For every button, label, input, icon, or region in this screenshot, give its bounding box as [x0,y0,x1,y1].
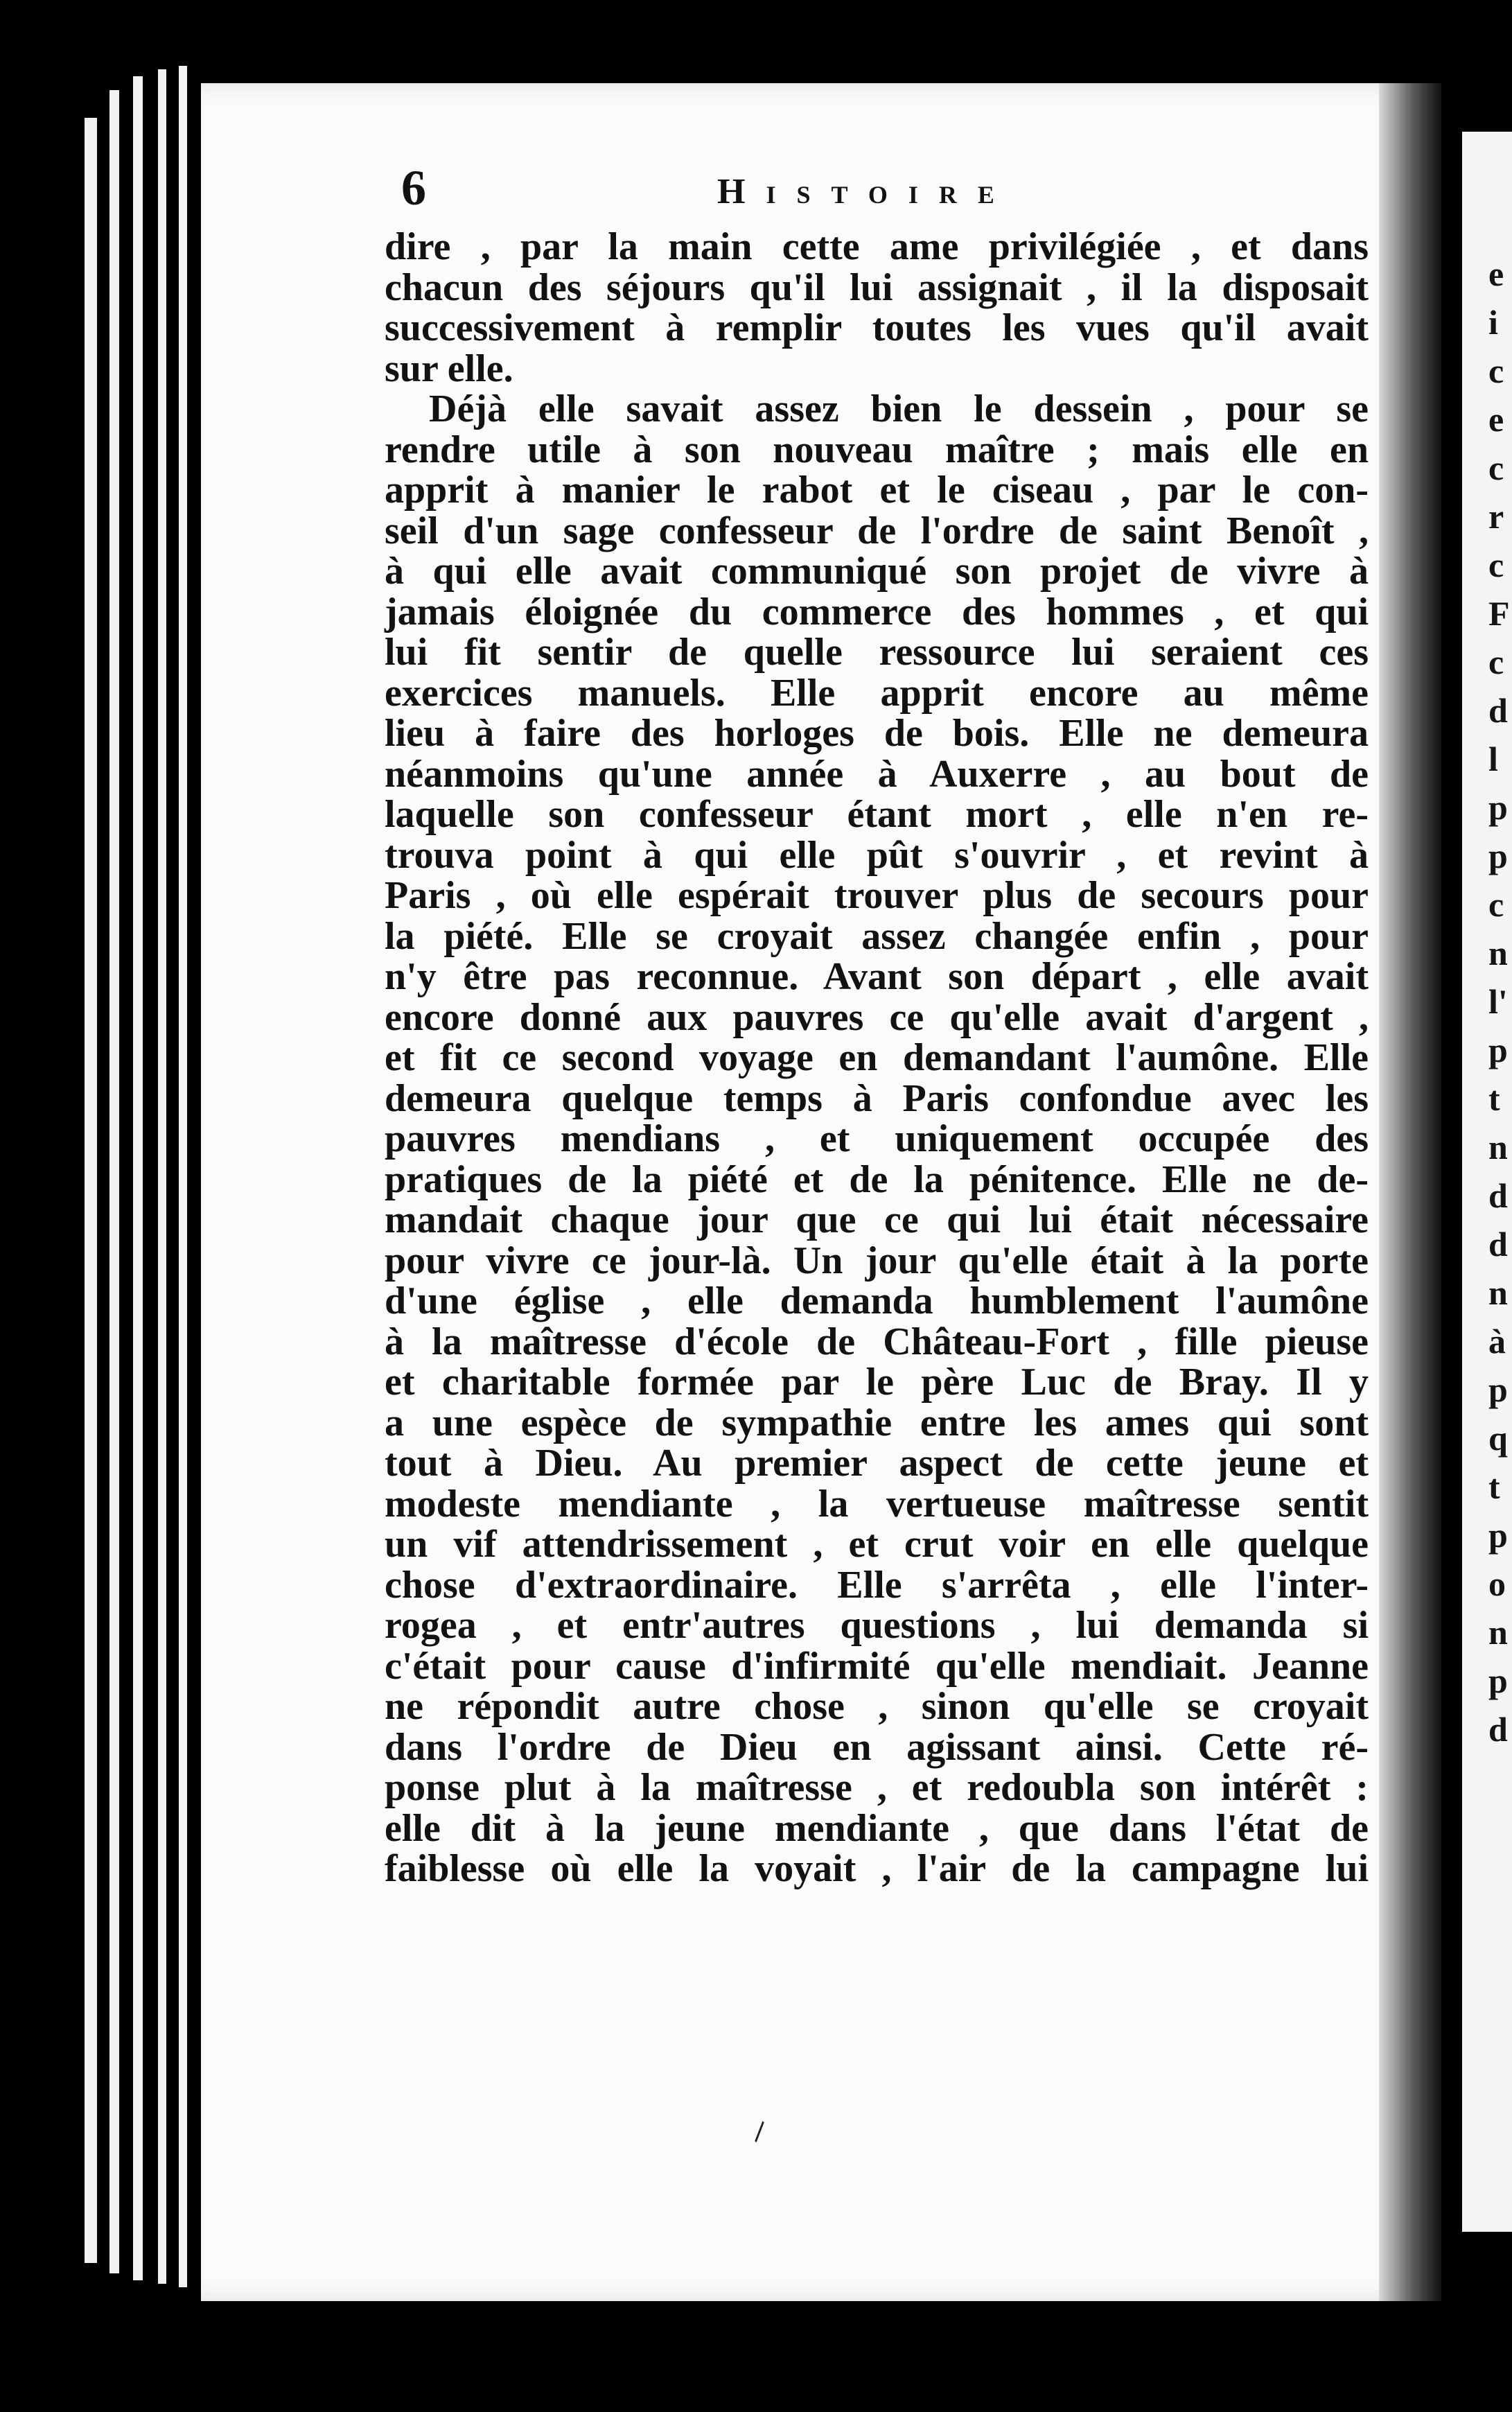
text-line: un vif attendrissement , et crut voir en elle quelque [385,1523,1369,1566]
text-line: pratiques de la piété et de la pénitence. Elle ne de- [385,1157,1369,1201]
text-line: c'était pour cause d'infirmité qu'elle mendiait. Jeanne [385,1644,1369,1688]
facing-page-fragment: p [1488,788,1508,827]
text-line: rogea , et entr'autres questions , lui demanda si [385,1604,1369,1647]
facing-page-fragment: d [1488,1176,1508,1215]
facing-page-fragment: n [1488,934,1508,972]
facing-page-fragment: l' [1488,982,1508,1021]
text-line: jamais éloignée du commerce des hommes , et qui [385,590,1369,633]
text-line: dire , par la main cette ame privilégiée , et dans [385,225,1369,268]
facing-page-fragment: à [1488,1322,1506,1361]
facing-page-fragment: i [1488,303,1498,342]
facing-page-fragment: d [1488,1225,1508,1264]
facing-page-fragment: t [1488,1079,1500,1118]
text-line: Déjà elle savait assez bien le dessein , pour se [429,387,1369,430]
facing-page-fragment: F [1488,594,1510,633]
page-edge [109,90,119,2273]
facing-page-fragment: p [1488,1661,1508,1700]
text-line: successivement à remplir toutes les vues qu'il avait [385,306,1369,349]
facing-page-fragment: o [1488,1564,1506,1603]
text-line: pour vivre ce jour-là. Un jour qu'elle était à la porte [385,1239,1369,1282]
text-line: demeura quelque temps à Paris confondue avec les [385,1076,1369,1120]
text-block [385,160,1369,1890]
page-edge [158,69,166,2284]
facing-page-fragment: d [1488,691,1508,730]
text-line: Paris , où elle espérait trouver plus de secours pour [385,874,1369,917]
text-line: à qui elle avait communiqué son projet de vivre à [385,550,1369,593]
text-line: néanmoins qu'une année à Auxerre , au bout de [385,752,1369,796]
text-line: ponse plut à la maîtresse , et redoubla son intérêt : [385,1766,1369,1809]
text-line: rendre utile à son nouveau maître ; mais elle en [385,428,1369,471]
stray-mark: \ [745,2115,774,2148]
facing-page-fragment: p [1488,837,1508,875]
text-line: et fit ce second voyage en demandant l'aumône. Elle [385,1036,1369,1079]
text-line: seil d'un sage confesseur de l'ordre de saint Benoît , [385,509,1369,552]
facing-page-fragment: n [1488,1128,1508,1166]
text-line: trouva point à qui elle pût s'ouvrir , et revint à [385,833,1369,877]
facing-page-fragment: n [1488,1273,1508,1312]
text-line: faiblesse où elle la voyait , l'air de la campagne lui [385,1847,1369,1890]
text-line: chose d'extraordinaire. Elle s'arrêta , elle l'inter- [385,1563,1369,1607]
running-head: Histoire [717,172,1015,211]
text-line: d'une église , elle demanda humblement l'aumône [385,1279,1369,1322]
facing-page-fragment: t [1488,1467,1500,1506]
text-line: à la maîtresse d'école de Château-Fort , fille pieuse [385,1320,1369,1363]
text-line: ne répondit autre chose , sinon qu'elle se croyait [385,1685,1369,1728]
facing-page [1462,132,1512,2232]
text-line: lui fit sentir de quelle ressource lui seraient ces [385,631,1369,674]
facing-page-fragment: q [1488,1419,1508,1458]
page-header [385,160,1369,227]
facing-page-fragment: n [1488,1613,1508,1652]
facing-page-fragment: c [1488,351,1504,390]
text-line: elle dit à la jeune mendiante , que dans l'état de [385,1806,1369,1850]
facing-page-fragment: c [1488,545,1504,584]
facing-page-fragment: c [1488,885,1504,924]
facing-page-fragment: p [1488,1516,1508,1555]
text-line: tout à Dieu. Au premier aspect de cette jeune et [385,1442,1369,1485]
text-line: et charitable formée par le père Luc de Bray. Il y [385,1361,1369,1404]
facing-page-fragment: l [1488,740,1498,778]
text-line: lieu à faire des horloges de bois. Elle ne demeura [385,712,1369,755]
text-line: a une espèce de sympathie entre les ames qui sont [385,1401,1369,1444]
facing-page-fragment: p [1488,1031,1508,1069]
text-line: apprit à manier le rabot et le ciseau , par le con- [385,469,1369,512]
body-text [385,227,1369,1889]
text-line: sur elle. [385,347,513,390]
page-number: 6 [401,160,426,216]
text-line: laquelle son confesseur étant mort , elle n'en re- [385,793,1369,836]
text-line: exercices manuels. Elle apprit encore au même [385,671,1369,715]
page-edge [133,76,143,2280]
page-edge [179,66,187,2287]
text-line: la piété. Elle se croyait assez changée enfin , pour [385,914,1369,958]
facing-page-fragment: c [1488,643,1504,681]
page-edge [85,118,97,2263]
facing-page-fragment: e [1488,400,1504,439]
text-line: mandait chaque jour que ce qui lui était nécessaire [385,1198,1369,1241]
facing-page-fragment: d [1488,1710,1508,1749]
facing-page-fragment: e [1488,254,1504,293]
facing-page-fragment: r [1488,497,1504,536]
text-line: encore donné aux pauvres ce qu'elle avait d'argent , [385,995,1369,1039]
text-line: modeste mendiante , la vertueuse maîtresse sentit [385,1482,1369,1526]
text-line: n'y être pas reconnue. Avant son départ , elle avait [385,955,1369,998]
gutter-shadow [1379,83,1441,2301]
text-line: pauvres mendians , et uniquement occupée des [385,1117,1369,1160]
text-line: dans l'ordre de Dieu en agissant ainsi. Cette ré- [385,1725,1369,1769]
facing-page-fragment: p [1488,1370,1508,1409]
text-line: chacun des séjours qu'il lui assignait , il la disposait [385,265,1369,309]
facing-page-fragment: c [1488,448,1504,487]
